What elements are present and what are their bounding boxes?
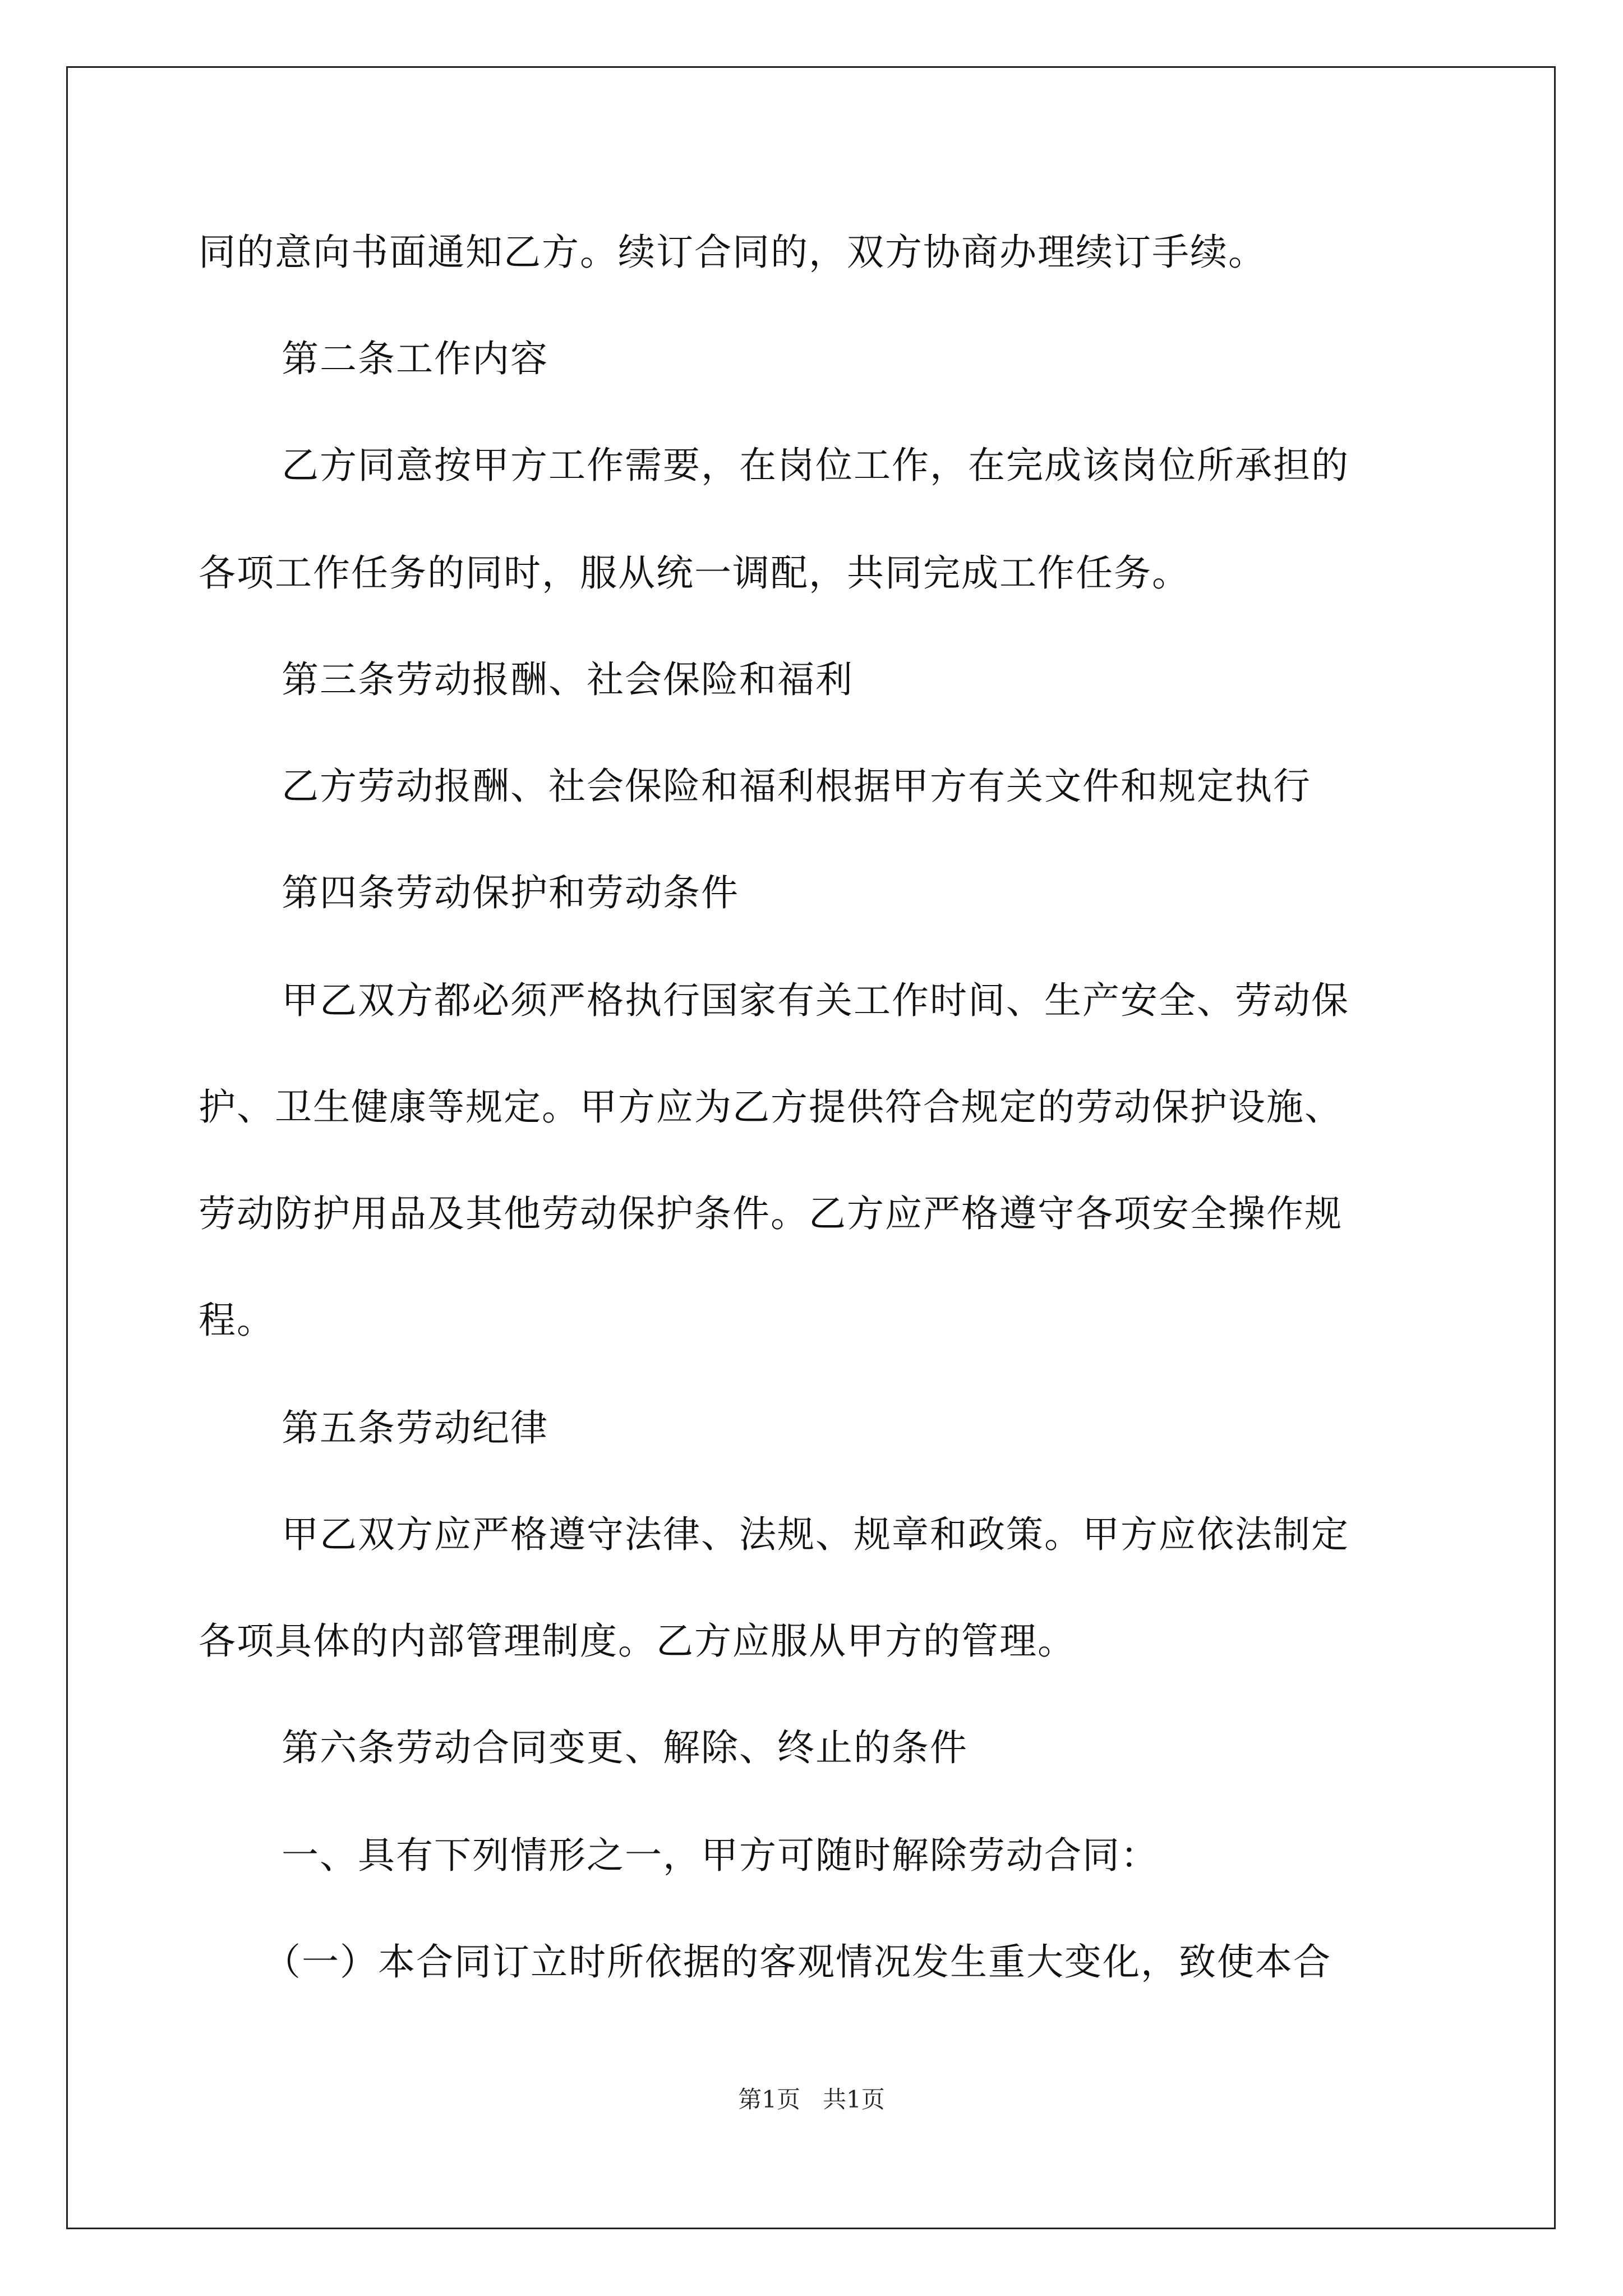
- paragraph-line: 护、卫生健康等规定。甲方应为乙方提供符合规定的劳动保护设施、: [199, 1085, 1343, 1129]
- paragraph-line: 同的意向书面通知乙方。续订合同的，双方协商办理续订手续。: [199, 231, 1266, 274]
- paragraph-line: 各项具体的内部管理制度。乙方应服从甲方的管理。: [199, 1619, 1076, 1663]
- section-heading: 第四条劳动保护和劳动条件: [282, 871, 739, 914]
- paragraph-line: 甲乙双方应严格遵守法律、法规、规章和政策。甲方应依法制定: [282, 1513, 1349, 1556]
- section-heading: 第二条工作内容: [282, 337, 548, 380]
- paragraph-line: 乙方劳动报酬、社会保险和福利根据甲方有关文件和规定执行: [282, 765, 1311, 808]
- section-heading: 第五条劳动纪律: [282, 1406, 548, 1450]
- page-total: 共1页: [823, 2086, 885, 2113]
- paragraph-line: 乙方同意按甲方工作需要，在岗位工作，在完成该岗位所承担的: [282, 444, 1349, 487]
- page-footer: [0, 2086, 1623, 2114]
- paragraph-line: 劳动防护用品及其他劳动保护条件。乙方应严格遵守各项安全操作规: [199, 1192, 1343, 1235]
- paragraph-line: 一、具有下列情形之一，甲方可随时解除劳动合同：: [282, 1834, 1159, 1877]
- section-heading: 第三条劳动报酬、社会保险和福利: [282, 658, 854, 701]
- paragraph-line: 甲乙双方都必须严格执行国家有关工作时间、生产安全、劳动保: [282, 979, 1349, 1022]
- paragraph-line: （一）本合同订立时所依据的客观情况发生重大变化，致使本合: [264, 1940, 1331, 1984]
- paragraph-line: 各项工作任务的同时，服从统一调配，共同完成工作任务。: [199, 551, 1190, 595]
- section-heading: 第六条劳动合同变更、解除、终止的条件: [282, 1726, 968, 1769]
- paragraph-line: 程。: [199, 1299, 275, 1342]
- page-border: [66, 66, 1556, 2229]
- page-number: 第1页: [738, 2086, 800, 2113]
